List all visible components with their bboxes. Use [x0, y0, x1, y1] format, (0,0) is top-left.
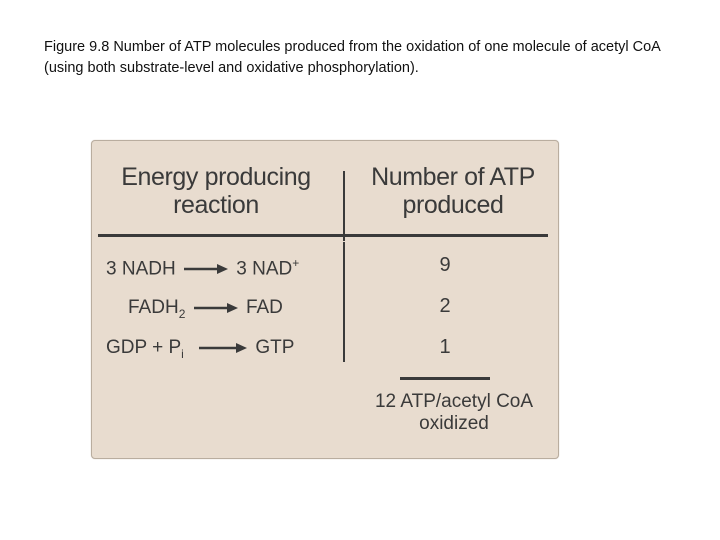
atp-value: 9 [439, 254, 451, 276]
header-right-line1: Number of ATP [371, 163, 535, 191]
total-line1: 12 ATP/acetyl CoA [374, 391, 534, 412]
header-right-line2: produced [402, 191, 504, 219]
total-line2: oxidized [419, 413, 489, 434]
header-energy-reaction [98, 163, 334, 219]
right-arrow-icon [199, 342, 247, 354]
header-atp-produced [350, 163, 556, 219]
reaction-rhs-superscript: + [292, 256, 300, 270]
right-arrow-icon [184, 263, 228, 275]
atp-value: 1 [439, 336, 451, 358]
reaction-lhs-subscript: 2 [178, 306, 186, 321]
reaction-lhs: GDP + P [106, 337, 182, 358]
reaction-rhs: GTP [255, 337, 295, 358]
column-divider-bottom [343, 242, 345, 362]
reaction-rhs: FAD [245, 297, 283, 318]
figure-caption: Figure 9.8 Number of ATP molecules produced from the oxidation of one molecule of acetyl CoA (using both substrate-level and oxidative phosphorylation). [44, 39, 661, 76]
column-divider-top [343, 171, 345, 241]
sum-rule [400, 377, 490, 380]
reaction-row-gdp [106, 337, 294, 361]
reaction-lhs: FADH [128, 297, 179, 318]
right-arrow-icon [194, 302, 238, 314]
reaction-lhs: 3 NADH [106, 258, 176, 280]
reaction-row-nadh [106, 256, 299, 280]
header-left-line1: Energy producing [121, 163, 311, 191]
reaction-lhs-subscript: i [181, 346, 184, 361]
total-atp [354, 391, 554, 435]
atp-value: 2 [439, 295, 451, 317]
header-left-line2: reaction [173, 191, 259, 219]
reaction-row-fadh2 [128, 297, 283, 321]
reaction-rhs: 3 NAD [236, 258, 293, 280]
header-rule [98, 234, 548, 237]
atp-table-figure [91, 140, 559, 459]
